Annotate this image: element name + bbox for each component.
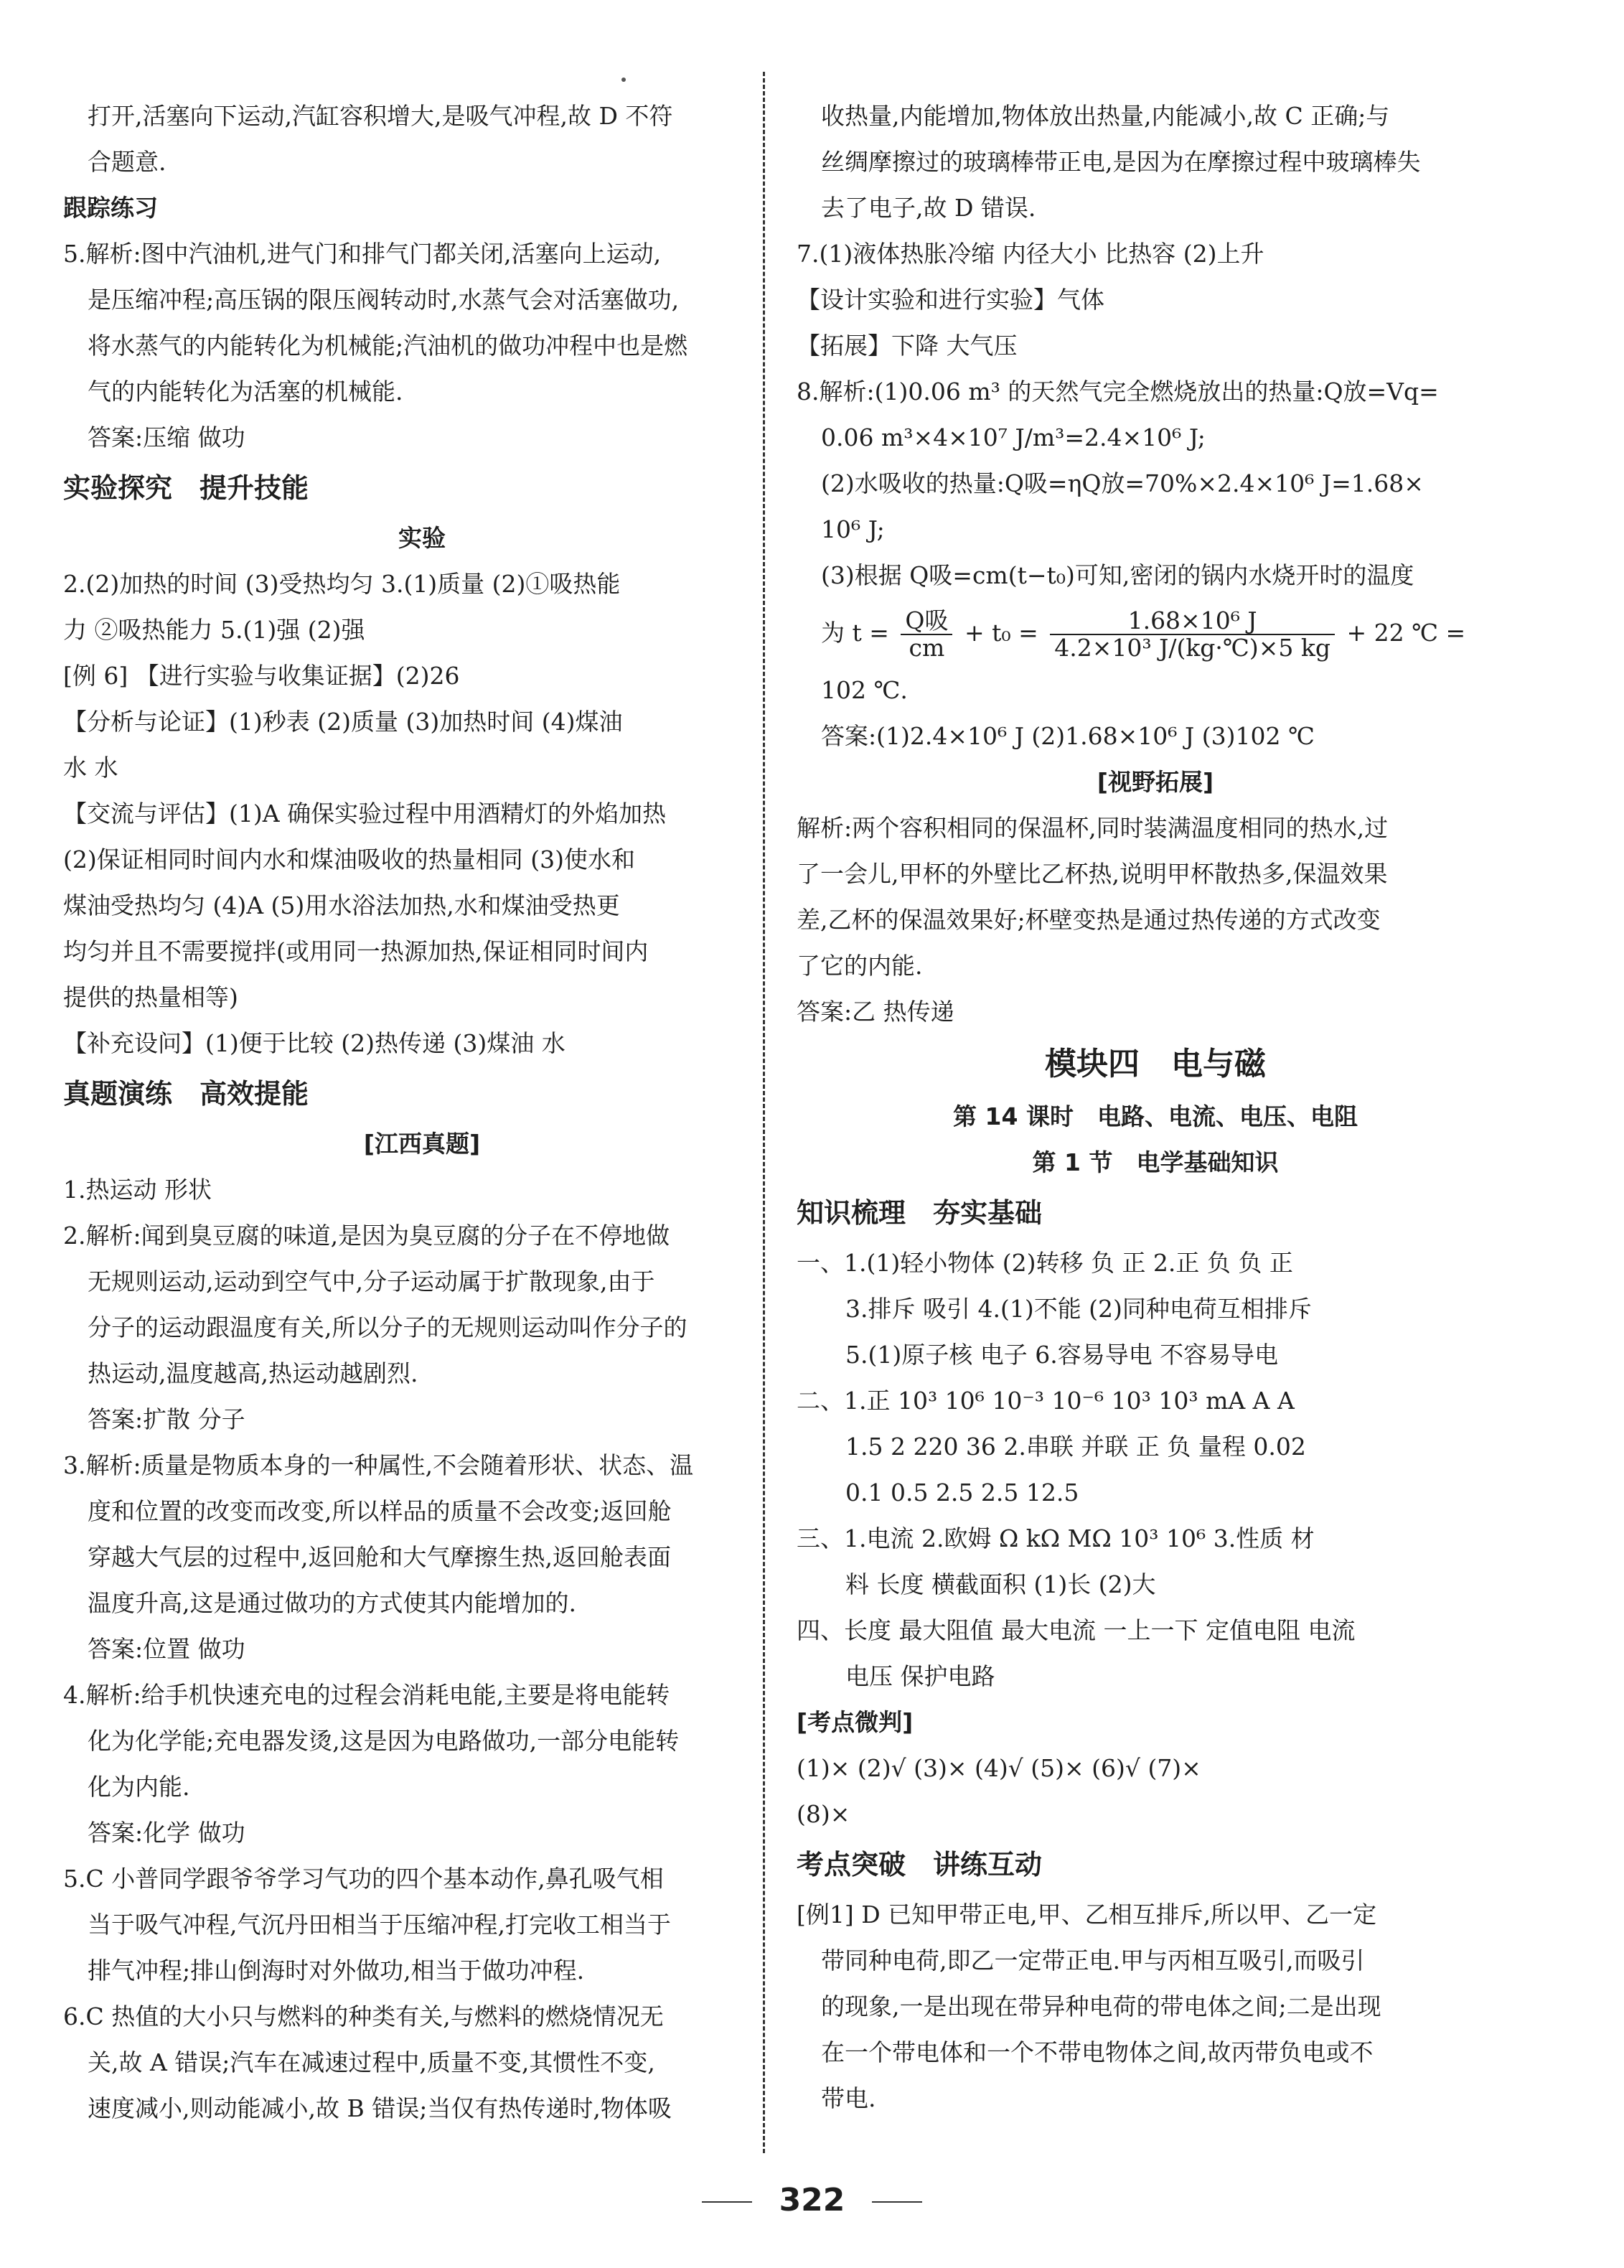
text-line: 7.(1)液体热胀冷缩 内径大小 比热容 (2)上升 xyxy=(797,240,1264,268)
text-line: 均匀并且不需要搅拌(或用同一热源加热,保证相同时间内 xyxy=(63,937,649,965)
text-line: 热运动,温度越高,热运动越剧烈. xyxy=(88,1359,418,1387)
equation-prefix: 为 t = xyxy=(821,619,889,647)
text-line: 【拓展】下降 大气压 xyxy=(797,332,1018,360)
text-line: 提供的热量相等) xyxy=(63,983,238,1011)
text-line: 8.解析:(1)0.06 m³ 的天然气完全燃烧放出的热量:Q放=Vq= xyxy=(797,378,1439,406)
text-line: 温度升高,这是通过做功的方式使其内能增加的. xyxy=(88,1589,576,1617)
text-line: 排气冲程;排山倒海时对外做功,相当于做功冲程. xyxy=(88,1957,585,1985)
text-line: 电压 保护电路 xyxy=(845,1662,995,1690)
text-line: 将水蒸气的内能转化为机械能;汽油机的做功冲程中也是燃 xyxy=(88,332,688,360)
text-line: 真题演练 高效提能 xyxy=(63,1078,309,1110)
text-line: 速度减小,则动能减小,故 B 错误;当仅有热传递时,物体吸 xyxy=(88,2094,672,2122)
temperature-equation xyxy=(797,599,1514,667)
text-line: 的现象,一是出现在带异种电荷的带电体之间;二是出现 xyxy=(821,1992,1381,2020)
text-line: 是压缩冲程;高压锅的限压阀转动时,水蒸气会对活塞做功, xyxy=(88,286,680,314)
right-column-top xyxy=(797,93,1514,599)
text-line: 模块四 电与磁 xyxy=(1045,1046,1266,1082)
text-line: 3.排斥 吸引 4.(1)不能 (2)同种电荷互相排斥 xyxy=(845,1295,1312,1323)
text-line: 一、1.(1)轻小物体 (2)转移 负 正 2.正 负 负 正 xyxy=(797,1249,1293,1277)
text-line: 答案:扩散 分子 xyxy=(88,1405,245,1433)
text-line: 化为内能. xyxy=(88,1773,190,1801)
text-line: 实验 xyxy=(398,524,446,552)
text-line: (1)× (2)√ (3)× (4)√ (5)× (6)√ (7)× xyxy=(797,1754,1201,1782)
text-line: (3)根据 Q吸=cm(t−t₀)可知,密闭的锅内水烧开时的温度 xyxy=(821,561,1414,589)
text-line: 【交流与评估】(1)A 确保实验过程中用酒精灯的外焰加热 xyxy=(63,800,667,828)
text-line: 3.解析:质量是物质本身的一种属性,不会随着形状、状态、温 xyxy=(63,1451,694,1479)
text-line: 带同种电荷,即乙一定带正电.甲与丙相互吸引,而吸引 xyxy=(821,1946,1365,1974)
fraction-denominator: 4.2×10³ J/(kg·℃)×5 kg xyxy=(1054,634,1330,662)
text-line: 力 ②吸热能力 5.(1)强 (2)强 xyxy=(63,616,365,644)
left-column xyxy=(63,93,781,2132)
fraction-numerator: Q吸 xyxy=(901,608,952,635)
text-line: 当于吸气冲程,气沉丹田相当于压缩冲程,打完收工相当于 xyxy=(88,1911,671,1939)
text-line: 5.解析:图中汽油机,进气门和排气门都关闭,活塞向上运动, xyxy=(63,240,662,268)
fraction-denominator: cm xyxy=(909,634,945,662)
text-line: 考点突破 讲练互动 xyxy=(797,1849,1043,1880)
text-line: 合题意. xyxy=(88,148,166,176)
text-line: (2)水吸收的热量:Q吸=ηQ放=70%×2.4×10⁶ J=1.68× xyxy=(821,469,1424,497)
equation-suffix: + 22 ℃ = xyxy=(1346,619,1466,647)
text-line: 第 1 节 电学基础知识 xyxy=(1032,1148,1279,1176)
text-line: 0.1 0.5 2.5 2.5 12.5 xyxy=(845,1479,1079,1506)
text-line: 1.5 2 220 36 2.串联 并联 正 负 量程 0.02 xyxy=(845,1433,1306,1461)
text-line: 四、长度 最大阻值 最大电流 一上一下 定值电阻 电流 xyxy=(797,1616,1356,1644)
text-line: 化为化学能;充电器发烫,这是因为电路做功,一部分电能转 xyxy=(88,1727,680,1755)
text-line: 【分析与论证】(1)秒表 (2)质量 (3)加热时间 (4)煤油 xyxy=(63,708,623,736)
text-line: 【设计实验和进行实验】气体 xyxy=(797,286,1104,314)
text-line: 知识梳理 夯实基础 xyxy=(797,1197,1043,1229)
footer-dash-right xyxy=(872,2201,922,2203)
text-line: 气的内能转化为活塞的机械能. xyxy=(88,378,403,406)
text-line: 了一会儿,甲杯的外壁比乙杯热,说明甲杯散热多,保温效果 xyxy=(797,860,1388,888)
text-line: 5.(1)原子核 电子 6.容易导电 不容易导电 xyxy=(845,1341,1279,1369)
text-line: 【补充设问】(1)便于比较 (2)热传递 (3)煤油 水 xyxy=(63,1029,565,1057)
page-number: 322 xyxy=(779,2182,845,2218)
text-line: 带电. xyxy=(821,2084,876,2112)
text-line: 102 ℃. xyxy=(821,676,908,704)
text-line: 答案:压缩 做功 xyxy=(88,423,245,451)
print-dot xyxy=(621,78,626,82)
fraction-numerator: 1.68×10⁶ J xyxy=(1050,608,1335,635)
text-line: 度和位置的改变而改变,所以样品的质量不会改变;返回舱 xyxy=(88,1497,672,1525)
text-line: 答案:位置 做功 xyxy=(88,1635,245,1663)
text-line: 10⁶ J; xyxy=(821,515,885,543)
text-line: 实验探究 提升技能 xyxy=(63,472,309,504)
fraction-q-over-cm xyxy=(901,608,952,661)
text-line: 无规则运动,运动到空气中,分子运动属于扩散现象,由于 xyxy=(88,1267,655,1295)
text-line: 第 14 课时 电路、电流、电压、电阻 xyxy=(953,1102,1358,1130)
text-line: 6.C 热值的大小只与燃料的种类有关,与燃料的燃烧情况无 xyxy=(63,2002,664,2030)
text-line: 料 长度 横截面积 (1)长 (2)大 xyxy=(845,1570,1156,1598)
text-line: 差,乙杯的保温效果好;杯壁变热是通过热传递的方式改变 xyxy=(797,906,1381,934)
text-line: 4.解析:给手机快速充电的过程会消耗电能,主要是将电能转 xyxy=(63,1681,670,1709)
text-line: 三、1.电流 2.欧姆 Ω kΩ MΩ 10³ 10⁶ 3.性质 材 xyxy=(797,1524,1315,1552)
text-line: (8)× xyxy=(797,1800,850,1828)
text-line: [视野拓展] xyxy=(1097,768,1214,796)
text-line: 了它的内能. xyxy=(797,952,923,980)
text-line: 5.C 小普同学跟爷爷学习气功的四个基本动作,鼻孔吸气相 xyxy=(63,1865,664,1893)
text-line: (2)保证相同时间内水和煤油吸收的热量相同 (3)使水和 xyxy=(63,845,635,873)
text-line: [考点微判] xyxy=(797,1708,914,1736)
text-line: 煤油受热均匀 (4)A (5)用水浴法加热,水和煤油受热更 xyxy=(63,891,620,919)
text-line: 关,故 A 错误;汽车在减速过程中,质量不变,其惯性不变, xyxy=(88,2048,655,2076)
text-line: 2.(2)加热的时间 (3)受热均匀 3.(1)质量 (2)①吸热能 xyxy=(63,570,621,598)
text-line: 分子的运动跟温度有关,所以分子的无规则运动叫作分子的 xyxy=(88,1313,687,1341)
text-line: 收热量,内能增加,物体放出热量,内能减小,故 C 正确;与 xyxy=(821,102,1390,130)
fraction-values xyxy=(1050,608,1335,661)
right-column xyxy=(797,93,1514,2122)
text-line: 丝绸摩擦过的玻璃棒带正电,是因为在摩擦过程中玻璃棒失 xyxy=(821,148,1421,176)
right-column-bottom xyxy=(797,667,1514,2122)
text-line: 答案:乙 热传递 xyxy=(797,998,954,1026)
footer-dash-left xyxy=(702,2201,752,2203)
text-line: 打开,活塞向下运动,汽缸容积增大,是吸气冲程,故 D 不符 xyxy=(88,102,673,130)
text-line: [例 6] 【进行实验与收集证据】(2)26 xyxy=(63,662,460,690)
text-line: 去了电子,故 D 错误. xyxy=(821,194,1036,222)
text-line: [江西真题] xyxy=(363,1130,481,1158)
text-line: 在一个带电体和一个不带电物体之间,故丙带负电或不 xyxy=(821,2038,1374,2066)
text-line: 跟踪练习 xyxy=(63,194,158,222)
equation-middle: + t₀ = xyxy=(964,619,1038,647)
text-line: 水 水 xyxy=(63,754,118,782)
text-line: [例1] D 已知甲带正电,甲、乙相互排斥,所以甲、乙一定 xyxy=(797,1901,1377,1929)
text-line: 答案:化学 做功 xyxy=(88,1819,245,1847)
text-line: 2.解析:闻到臭豆腐的味道,是因为臭豆腐的分子在不停地做 xyxy=(63,1222,670,1250)
text-line: 二、1.正 10³ 10⁶ 10⁻³ 10⁻⁶ 10³ 10³ mA A A xyxy=(797,1387,1295,1415)
text-line: 解析:两个容积相同的保温杯,同时装满温度相同的热水,过 xyxy=(797,814,1389,842)
page-footer xyxy=(0,2182,1624,2218)
text-line: 穿越大气层的过程中,返回舱和大气摩擦生热,返回舱表面 xyxy=(88,1543,671,1571)
text-line: 1.热运动 形状 xyxy=(63,1176,212,1204)
text-line: 0.06 m³×4×10⁷ J/m³=2.4×10⁶ J; xyxy=(821,423,1206,451)
text-line: 答案:(1)2.4×10⁶ J (2)1.68×10⁶ J (3)102 ℃ xyxy=(821,722,1315,750)
